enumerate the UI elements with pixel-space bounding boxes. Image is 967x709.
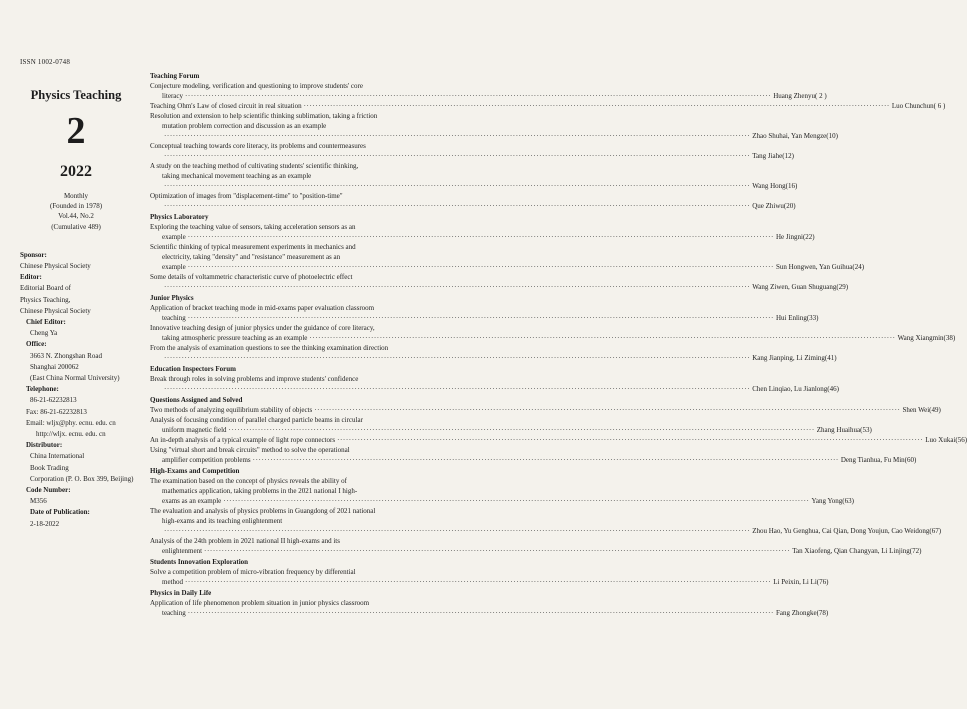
distributor-line: Book Trading (30, 463, 69, 472)
section-heading: Teaching Forum (150, 72, 200, 80)
entry-title-line: Conjecture modeling, verification and questioning to improve students' core (150, 82, 363, 90)
frequency: Monthly (63, 192, 89, 200)
entry-title-line: Solve a competition problem of micro-vibration frequency by differential (150, 568, 356, 576)
entry-title-line: Optimization of images from "displacement-time" to "position-time" (150, 192, 343, 200)
entry-author-page: Fang Zhongke(78) (775, 609, 829, 617)
entry-leader-line (150, 201, 796, 211)
entry-title-line: taking mechanical movement teaching as an example (162, 172, 312, 180)
office-line: 3663 N. Zhongshan Road (30, 351, 102, 360)
entry-title-line: taking atmospheric pressure teaching as an example (162, 334, 308, 342)
issue-number: 2 (66, 110, 86, 152)
chief-editor-label: Chief Editor: (26, 318, 66, 327)
entry-leader-line (150, 496, 854, 506)
entry-author-page: Huang Zhenyu( 2 ) (773, 92, 827, 100)
toc-entry[interactable] (150, 323, 956, 343)
dot-leader: ········································································································································································································ (164, 202, 751, 210)
dot-leader: ········································································································································································································ (185, 578, 772, 586)
dot-leader: ········································································································································································································ (223, 497, 810, 505)
entry-title-line: Innovative teaching design of junior physics under the guidance of core literacy, (150, 324, 375, 332)
entry-title-line: Using "virtual short and break circuits" method to solve the operational (150, 446, 350, 454)
entry-author-page: Hui Enling(33) (775, 314, 819, 322)
publication-date-label: Date of Publication: (30, 508, 90, 517)
entry-author-page: Luo Chunchun( 6 ) (891, 102, 946, 110)
toc-entry[interactable] (150, 476, 854, 506)
entry-title-line: Analysis of the 24th problem in 2021 national II high-exams and its (150, 537, 340, 545)
entry-author-page: Kang Jianping, Li Ziming(41) (752, 354, 837, 362)
founded: (Founded in 1978) (49, 202, 103, 211)
entry-title-line: example (162, 233, 186, 241)
toc-entry[interactable] (150, 567, 829, 587)
entry-author-page: Yang Yong(63) (811, 497, 854, 505)
entry-title-line: high-exams and its teaching enlightenment (162, 517, 283, 525)
fax: Fax: 86-21-62232813 (26, 407, 87, 416)
editor-line: Editorial Board of (20, 284, 71, 293)
table-of-contents (150, 70, 967, 618)
toc-entry[interactable] (150, 536, 922, 556)
volume: Vol.44, No.2 (58, 212, 94, 221)
entry-title-line: Application of bracket teaching mode in mid-exams paper evaluation classroom (150, 304, 375, 312)
toc-entry[interactable] (150, 415, 872, 435)
dot-leader: ········································································································································································································ (187, 263, 774, 271)
dot-leader: ········································································································································································································ (164, 283, 751, 291)
entry-title-line: Some details of voltammetric characteristic curve of photoelectric effect (150, 273, 353, 281)
section-heading: Students Innovation Exploration (150, 558, 249, 566)
toc-entry[interactable] (150, 598, 829, 618)
entry-title-line: From the analysis of examination questions to see the thinking examination direction (150, 344, 389, 352)
entry-author-page: Wang Ziwen, Guan Shuguang(29) (752, 283, 849, 291)
entry-author-page: Li Peixin, Li Li(76) (773, 578, 829, 586)
editor-line: Physics Teaching, (20, 295, 71, 304)
entry-leader-line (150, 405, 941, 415)
dot-leader: ········································································································································································································ (164, 152, 751, 160)
toc-entry[interactable] (150, 191, 796, 211)
toc-entry[interactable] (150, 272, 849, 292)
toc-entry[interactable] (150, 242, 865, 272)
toc-entry[interactable] (150, 445, 917, 465)
dot-leader: ········································································································································································································ (187, 233, 774, 241)
journal-title: Physics Teaching (30, 88, 122, 102)
cumulative: (Cumulative 489) (51, 222, 101, 231)
entry-title-line: The evaluation and analysis of physics problems in Guangdong of 2021 national (150, 507, 376, 515)
dot-leader: ········································································································································································································ (228, 426, 815, 434)
entry-author-page: Sun Hongwen, Yan Guihua(24) (775, 263, 865, 271)
entry-title-line: uniform magnetic field (162, 426, 227, 434)
entry-title-line: method (162, 578, 183, 586)
toc-entry[interactable] (150, 374, 839, 394)
entry-leader-line (150, 435, 967, 445)
toc-entry[interactable] (150, 141, 794, 161)
dot-leader: ········································································································································································································ (252, 456, 839, 464)
entry-title-line: Analysis of focusing condition of parallel charged particle beams in circular (150, 416, 363, 424)
entry-leader-line (150, 546, 922, 556)
entry-leader-line (150, 232, 815, 242)
entry-title-line: electricity, taking "density" and "resistance" measurement as an (162, 253, 341, 261)
entry-author-page: Wang Xiangmin(38) (897, 334, 956, 342)
entry-title-line: Application of life phenomenon problem situation in junior physics classroom (150, 599, 370, 607)
entry-leader-line (150, 384, 839, 394)
entry-title-line: A study on the teaching method of cultivating students' scientific thinking, (150, 162, 359, 170)
entry-leader-line (150, 353, 837, 363)
entry-leader-line (150, 151, 794, 161)
editor-line: Chinese Physical Society (20, 306, 91, 315)
entry-leader-line (150, 608, 829, 618)
toc-entry[interactable] (150, 343, 837, 363)
entry-leader-line (150, 282, 849, 292)
entry-author-page: Tan Xiaofeng, Qian Changyan, Li Linjing(72) (792, 547, 922, 555)
dot-leader: ········································································································································································································ (164, 182, 751, 190)
chief-editor: Cheng Ya (30, 329, 58, 338)
entry-title-line: Scientific thinking of typical measurement experiments in mechanics and (150, 243, 356, 251)
entry-author-page: Luo Xukai(56) (925, 436, 967, 444)
section-heading: Physics in Daily Life (150, 589, 212, 597)
dot-leader: ········································································································································································································ (164, 132, 751, 140)
dot-leader: ········································································································································································································ (314, 406, 901, 414)
entry-title-line: Two methods of analyzing equilibrium stability of objects (150, 406, 313, 414)
entry-author-page: Shen Wei(49) (902, 406, 941, 414)
entry-title-line: amplifier competition problems (162, 456, 251, 464)
entry-author-page: He Jingni(22) (775, 233, 815, 241)
entry-leader-line (150, 333, 956, 343)
dot-leader: ········································································································································································································ (204, 547, 791, 555)
entry-leader-line (150, 425, 872, 435)
entry-title-line: teaching (162, 314, 186, 322)
toc-entry[interactable] (150, 405, 941, 415)
entry-leader-line (150, 91, 827, 101)
section-heading: Questions Assigned and Solved (150, 396, 243, 404)
code-number-label: Code Number: (26, 486, 71, 495)
dot-leader: ········································································································································································································ (187, 314, 774, 322)
toc-entry[interactable] (150, 111, 838, 141)
issn: ISSN 1002-0748 (20, 58, 71, 66)
entry-leader-line (150, 262, 865, 272)
sponsor: Chinese Physical Society (20, 262, 91, 271)
telephone-label: Telephone: (26, 385, 59, 394)
toc-entry[interactable] (150, 81, 827, 101)
entry-title-line: example (162, 263, 186, 271)
email: Email: wljx@phy. ecnu. edu. cn (26, 418, 116, 427)
entry-leader-line (150, 131, 838, 141)
entry-title-line: Resolution and extension to help scientific thinking sublimation, taking a friction (150, 112, 378, 120)
entry-title-line: Exploring the teaching value of sensors, taking acceleration sensors as an (150, 223, 356, 231)
code-number: M356 (30, 497, 47, 506)
entry-title-line: mutation problem correction and discussion as an example (162, 122, 327, 130)
entry-author-page: Zhang Huaihua(53) (816, 426, 872, 434)
toc-entry[interactable] (150, 435, 967, 445)
entry-author-page: Wang Hong(16) (752, 182, 798, 190)
entry-leader-line (150, 101, 946, 111)
publication-date: 2-18-2022 (30, 519, 60, 528)
entry-leader-line (150, 455, 917, 465)
dot-leader: ········································································································································································································ (164, 354, 751, 362)
entry-author-page: Deng Tianhua, Fu Min(60) (840, 456, 917, 464)
masthead (20, 88, 132, 232)
dot-leader: ········································································································································································································ (187, 609, 774, 617)
entry-title-line: mathematics application, taking problems in the 2021 national I high- (162, 487, 358, 495)
distributor-line: China International (30, 452, 85, 461)
issue-year: 2022 (60, 163, 92, 180)
office-line: (East China Normal University) (30, 374, 120, 383)
editor-label: Editor: (20, 273, 42, 282)
office-line: Shanghai 200062 (30, 362, 79, 371)
entry-title-line: teaching (162, 609, 186, 617)
toc-entry[interactable] (150, 506, 942, 536)
section-heading: High-Exams and Competition (150, 467, 240, 475)
entry-author-page: Que Zhiwu(20) (752, 202, 796, 210)
entry-title-line: An in-depth analysis of a typical example of light rope connectors (150, 436, 336, 444)
entry-leader-line (150, 577, 829, 587)
entry-title-line: enlightenment (162, 547, 203, 555)
distributor-line: Corporation (P. O. Box 399, Beijing) (30, 474, 134, 483)
office-label: Office: (26, 340, 47, 349)
entry-leader-line (150, 181, 798, 191)
entry-author-page: Zhao Shuhai, Yan Mengze(10) (752, 132, 838, 140)
entry-leader-line (150, 313, 819, 323)
toc-entry[interactable] (150, 161, 798, 191)
entry-title-line: Break through roles in solving problems and improve students' confidence (150, 375, 359, 383)
entry-leader-line (150, 526, 942, 536)
entry-title-line: Teaching Ohm's Law of closed circuit in real situation (150, 102, 302, 110)
entry-title-line: The examination based on the concept of physics reveals the ability of (150, 477, 347, 485)
section-heading: Physics Laboratory (150, 213, 209, 221)
toc-entry[interactable] (150, 303, 819, 323)
dot-leader: ········································································································································································································ (164, 527, 751, 535)
masthead-column (20, 58, 148, 530)
entry-title-line: Conceptual teaching towards core literacy, its problems and countermeasures (150, 142, 366, 150)
section-heading: Education Inspectors Forum (150, 365, 236, 373)
website: http://wljx. ecnu. edu. cn (36, 430, 106, 439)
toc-entry[interactable] (150, 222, 815, 242)
sponsor-label: Sponsor: (20, 250, 47, 259)
entry-title-line: literacy (162, 92, 183, 100)
entry-author-page: Chen Linqiao, Lu Jianlong(46) (752, 385, 839, 393)
dot-leader: ········································································································································································································ (164, 385, 751, 393)
telephone: 86-21-62232813 (30, 396, 77, 405)
toc-entry[interactable] (150, 101, 946, 111)
section-heading: Junior Physics (150, 294, 194, 302)
publication-info (20, 250, 148, 530)
entry-title-line: exams as an example (162, 497, 222, 505)
dot-leader: ········································································································································································································ (185, 92, 772, 100)
dot-leader: ········································································································································································································ (303, 102, 890, 110)
dot-leader: ········································································································································································································ (309, 334, 896, 342)
dot-leader: ········································································································································································································ (337, 436, 924, 444)
entry-author-page: Tang Jiahe(12) (752, 152, 794, 160)
entry-author-page: Zhou Hao, Yu Genghua, Cai Qian, Dong Youjun, Cao Weidong(67) (752, 527, 942, 535)
distributor-label: Distributor: (26, 441, 63, 450)
